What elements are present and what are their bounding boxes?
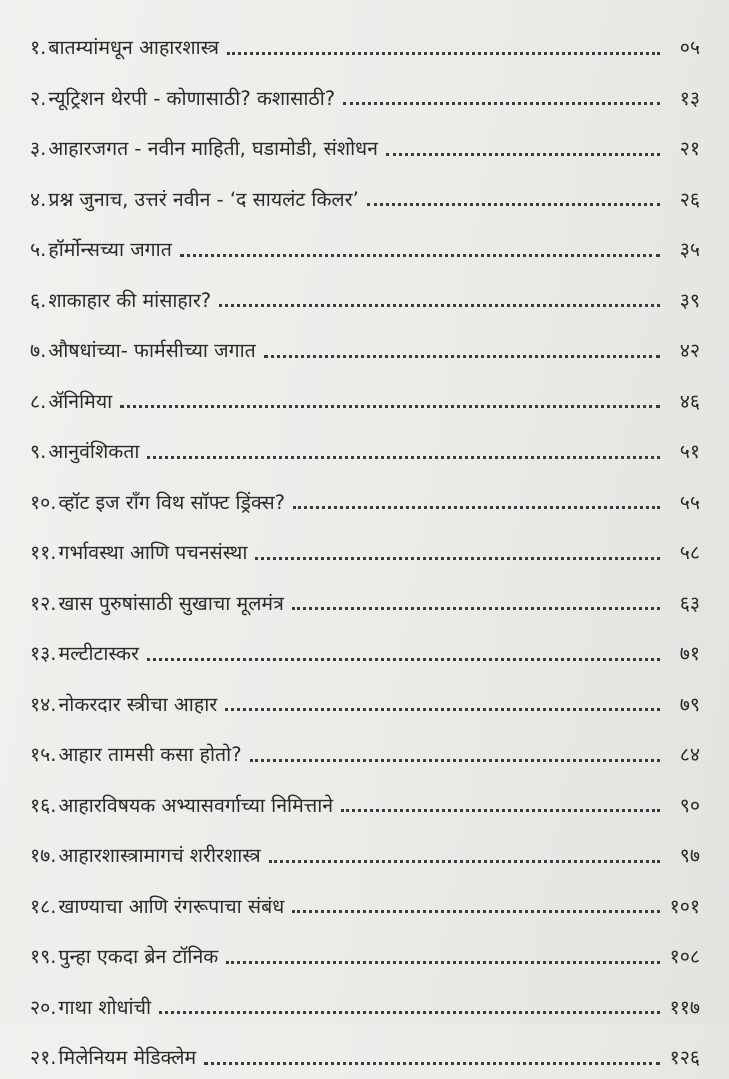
dot-leader <box>250 759 660 762</box>
toc-entry <box>30 69 700 120</box>
toc-entry-page: ६३ <box>679 591 700 615</box>
toc-entry-page: ४६ <box>679 389 700 413</box>
toc-entry-number: १४. <box>30 692 57 716</box>
toc-entry <box>30 675 700 726</box>
toc-entry <box>30 523 700 574</box>
toc-entry-title: व्हॉट इज रॉंग विथ सॉफ्ट ड्रिंक्स? <box>58 490 286 514</box>
toc-entry-number: १८. <box>30 894 57 918</box>
toc-entry-title: मिलेनियम मेडिक्लेम <box>58 1046 197 1070</box>
toc-entry-page: ११७ <box>669 995 700 1019</box>
toc-entry <box>30 978 700 1029</box>
toc-entry-page: १०८ <box>669 945 700 969</box>
toc-entry-number: १३. <box>30 642 57 666</box>
toc-entry <box>30 18 700 69</box>
dot-leader <box>204 1062 660 1065</box>
toc-entry <box>30 877 700 928</box>
toc-entry-number: १५. <box>30 743 57 767</box>
dot-leader <box>226 961 660 964</box>
toc-entry-page: २१ <box>679 137 700 161</box>
toc-entry <box>30 826 700 877</box>
toc-entry-number: ११. <box>30 541 57 565</box>
toc-entry <box>30 372 700 423</box>
toc-entry-page: ३५ <box>679 238 700 262</box>
toc-entry-title: हॉर्मोन्सच्या जगात <box>48 238 172 262</box>
toc-entry-number: ५. <box>30 238 47 262</box>
toc-entry-page: ०५ <box>679 36 700 60</box>
toc-entry-number: १. <box>30 36 47 60</box>
dot-leader <box>219 304 660 307</box>
toc-entry-title: आहार तामसी कसा होतो? <box>58 743 242 767</box>
toc-entry-title: पुन्हा एकदा ब्रेन टॉनिक <box>58 945 219 969</box>
dot-leader <box>292 607 660 610</box>
toc-entry-number: २०. <box>30 995 57 1019</box>
toc-entry-number: ४. <box>30 187 47 211</box>
toc-entry-title: शाकाहार की मांसाहार? <box>48 288 212 312</box>
toc-entry <box>30 321 700 372</box>
toc-entry-number: ९. <box>30 440 47 464</box>
toc-entry-page: २६ <box>679 187 700 211</box>
toc-entry <box>30 725 700 776</box>
toc-entry-number: १६. <box>30 793 57 817</box>
dot-leader <box>269 860 660 863</box>
toc-entry <box>30 170 700 221</box>
toc-entry-title: न्यूट्रिशन थेरपी - कोणासाठी? कशासाठी? <box>48 86 336 110</box>
toc-entry <box>30 271 700 322</box>
toc-entry-page: १०१ <box>669 894 700 918</box>
toc-entry <box>30 574 700 625</box>
toc-entry-title: नोकरदार स्त्रीचा आहार <box>58 692 218 716</box>
dot-leader <box>147 658 660 661</box>
toc-entry-number: ७. <box>30 339 47 363</box>
toc-entry-title: खाण्याचा आणि रंगरूपाचा संबंध <box>58 894 285 918</box>
toc-entry-page: ९० <box>679 793 700 817</box>
toc-entry <box>30 422 700 473</box>
dot-leader <box>147 456 660 459</box>
toc-entry-title: ॲनिमिया <box>48 389 113 413</box>
toc-entry-number: २. <box>30 86 47 110</box>
dot-leader <box>227 52 660 55</box>
dot-leader <box>367 203 660 206</box>
toc-entry <box>30 473 700 524</box>
toc-entry-title: मल्टीटास्कर <box>58 642 139 666</box>
dot-leader <box>120 405 660 408</box>
toc-entry-title: आहारविषयक अभ्यासवर्गाच्या निमित्ताने <box>58 793 334 817</box>
toc-entry-number: १९. <box>30 945 57 969</box>
toc-entry <box>30 624 700 675</box>
toc-entry-title: गाथा शोधांची <box>58 995 152 1019</box>
toc-entry-title: प्रश्न जुनाच, उत्तरं नवीन - ‘द सायलंट किलर’ <box>48 187 359 211</box>
toc-entry-number: ८. <box>30 389 47 413</box>
dot-leader <box>159 1011 660 1014</box>
toc-entry-title: औषधांच्या- फार्मसीच्या जगात <box>48 339 256 363</box>
dot-leader <box>343 102 660 105</box>
toc-entry-title: खास पुरुषांसाठी सुखाचा मूलमंत्र <box>58 591 284 615</box>
toc-entry-number: २१. <box>30 1046 57 1070</box>
toc-entry-page: ४२ <box>679 339 700 363</box>
toc-entry <box>30 220 700 271</box>
toc-entry <box>30 119 700 170</box>
toc-entry-page: ५८ <box>679 541 700 565</box>
toc-entry-number: १२. <box>30 591 57 615</box>
toc-entry-page: ५५ <box>679 490 700 514</box>
toc-entry-page: ८४ <box>679 743 700 767</box>
dot-leader <box>386 153 660 156</box>
toc-entry-title: बातम्यांमधून आहारशास्त्र <box>48 36 219 60</box>
toc-entry <box>30 776 700 827</box>
toc-entry-title: आहारजगत - नवीन माहिती, घडामोडी, संशोधन <box>48 137 378 161</box>
table-of-contents <box>30 18 700 1079</box>
dot-leader <box>255 557 660 560</box>
toc-entry-title: गर्भावस्था आणि पचनसंस्था <box>58 541 248 565</box>
toc-entry-page: ७९ <box>679 692 700 716</box>
toc-entry-number: ३. <box>30 137 47 161</box>
toc-entry-number: १०. <box>30 490 57 514</box>
toc-entry-page: १३ <box>679 86 700 110</box>
dot-leader <box>225 708 660 711</box>
dot-leader <box>292 910 660 913</box>
dot-leader <box>341 809 660 812</box>
dot-leader <box>180 254 660 257</box>
toc-entry-page: १२६ <box>669 1046 700 1070</box>
dot-leader <box>264 355 660 358</box>
toc-entry-number: ६. <box>30 288 47 312</box>
toc-entry <box>30 927 700 978</box>
toc-entry-page: ३९ <box>679 288 700 312</box>
toc-entry-number: १७. <box>30 844 57 868</box>
toc-entry <box>30 1028 700 1079</box>
toc-entry-page: ७१ <box>679 642 700 666</box>
toc-entry-title: आहारशास्त्रामागचं शरीरशास्त्र <box>58 844 261 868</box>
dot-leader <box>293 506 660 509</box>
toc-entry-page: ५१ <box>679 440 700 464</box>
toc-entry-title: आनुवंशिकता <box>48 440 140 464</box>
toc-entry-page: ९७ <box>679 844 700 868</box>
